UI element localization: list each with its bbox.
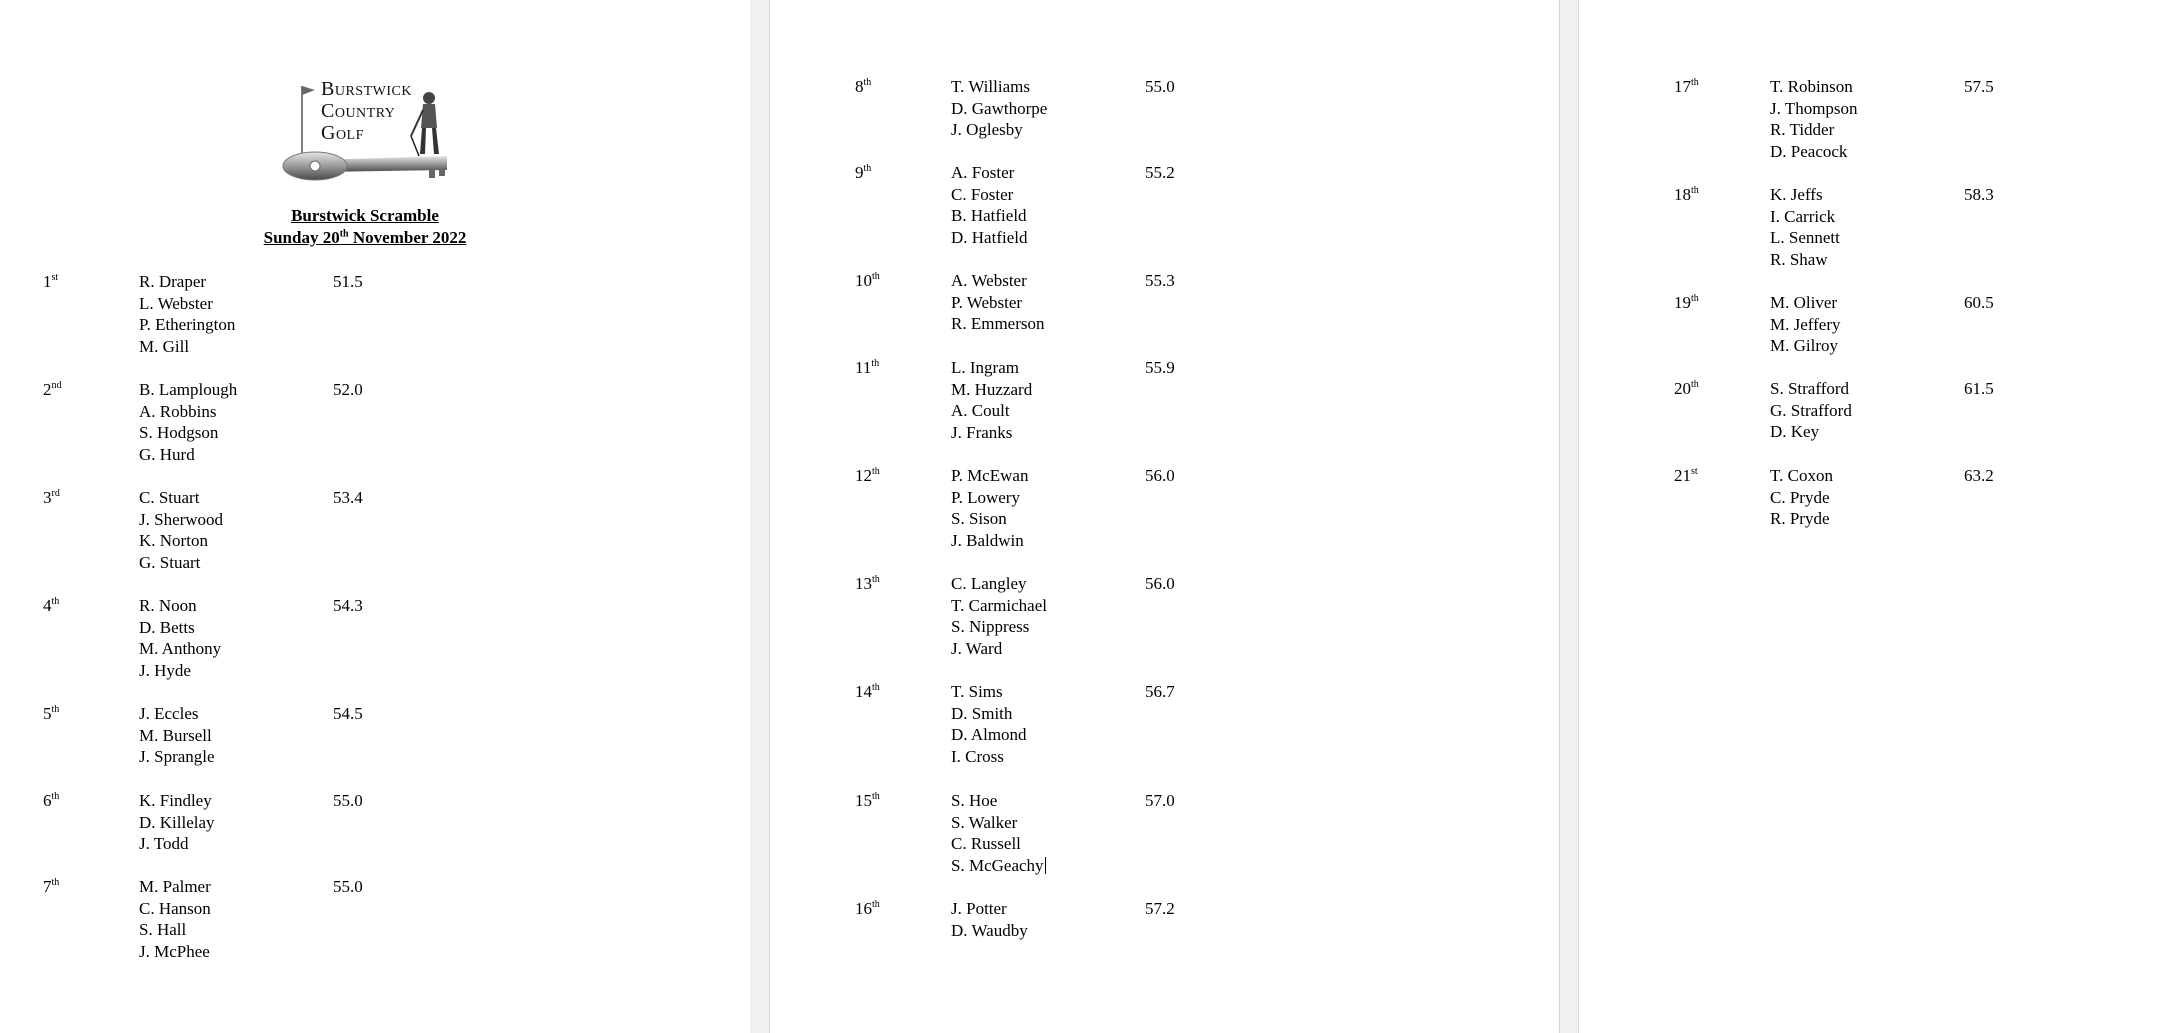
player-name: R. Draper (139, 272, 207, 291)
player-name: C. Pryde (1770, 487, 1830, 507)
player-name: J. Baldwin (951, 530, 1024, 550)
player-name: S. McGeachy (951, 855, 1044, 875)
player-name: A. Coult (951, 401, 1010, 420)
player-name: K. Findley (139, 791, 212, 810)
team-score: 61.5 (1964, 379, 1994, 398)
result-position: 9th (855, 163, 872, 182)
player-name: L. Ingram (951, 358, 1019, 377)
player-name: A. Foster (951, 163, 1015, 182)
player-name: L. Webster (139, 293, 213, 313)
player-name: S. Hoe (951, 791, 998, 810)
player-name: C. Hanson (139, 898, 211, 918)
team-score: 55.0 (1145, 77, 1175, 96)
team-names (1770, 378, 1852, 443)
result-position: 17th (1674, 77, 1699, 96)
result-position: 16th (855, 899, 880, 918)
result-position: 21st (1674, 466, 1698, 485)
team-score: 56.0 (1145, 574, 1175, 593)
player-name: P. Etherington (139, 315, 236, 334)
team-score: 60.5 (1964, 293, 1994, 312)
logo-line: Golf (321, 122, 364, 144)
team-score: 57.2 (1145, 899, 1175, 918)
player-name: S. Hall (139, 920, 187, 939)
team-names (139, 703, 215, 768)
player-name: S. Hodgson (139, 423, 219, 442)
team-names (1770, 465, 1833, 530)
player-name: T. Coxon (1770, 466, 1833, 485)
result-position: 4th (43, 596, 60, 615)
player-name: C. Langley (951, 574, 1027, 593)
player-name: J. Sherwood (139, 509, 224, 529)
team-score: 52.0 (333, 380, 363, 399)
player-name: P. Lowery (951, 487, 1020, 507)
player-name: D. Peacock (1770, 141, 1848, 161)
player-name: M. Palmer (139, 877, 211, 896)
player-name: C. Stuart (139, 488, 200, 507)
team-score: 51.5 (333, 272, 363, 291)
title-text: Burstwick Scramble (291, 206, 439, 225)
result-position: 1st (43, 272, 59, 291)
player-name: D. Waudby (951, 920, 1028, 940)
player-name: T. Carmichael (951, 595, 1047, 615)
player-name: G. Hurd (139, 444, 195, 464)
player-name: D. Almond (951, 725, 1027, 744)
player-name: A. Webster (951, 271, 1027, 290)
team-names (951, 573, 1047, 659)
player-name: J. Thompson (1770, 98, 1858, 118)
player-name: D. Key (1770, 422, 1820, 441)
result-position: 6th (43, 791, 60, 810)
team-score: 55.0 (333, 877, 363, 896)
team-names (139, 790, 215, 855)
player-name: M. Anthony (139, 639, 222, 658)
player-name: M. Gill (139, 336, 190, 356)
player-name: G. Stuart (139, 552, 201, 572)
player-name: R. Pryde (1770, 509, 1830, 528)
team-score: 63.2 (1964, 466, 1994, 485)
player-name: S. Sison (951, 509, 1007, 528)
player-name: J. McPhee (139, 941, 210, 961)
player-name: M. Oliver (1770, 293, 1838, 312)
player-name: R. Tidder (1770, 120, 1835, 139)
document-date: Sunday 20th November 2022 (263, 228, 467, 247)
team-score: 53.4 (333, 488, 363, 507)
player-name: R. Emmerson (951, 314, 1045, 333)
player-name: J. Potter (951, 899, 1007, 918)
result-position: 5th (43, 704, 60, 723)
team-names (951, 270, 1045, 335)
team-names (951, 162, 1027, 248)
player-name: B. Hatfield (951, 206, 1027, 225)
player-name: D. Hatfield (951, 227, 1028, 247)
team-score: 54.3 (333, 596, 363, 615)
team-names (951, 465, 1028, 551)
team-score: 56.0 (1145, 466, 1175, 485)
player-name: R. Shaw (1770, 249, 1828, 269)
player-name: K. Norton (139, 531, 208, 550)
team-score: 57.5 (1964, 77, 1994, 96)
player-name: P. McEwan (951, 466, 1029, 485)
player-name: M. Bursell (139, 725, 212, 745)
result-position: 8th (855, 77, 872, 96)
logo-line: Burstwick (321, 78, 412, 100)
team-score: 54.5 (333, 704, 363, 723)
document-page-1[interactable] (0, 0, 750, 1033)
player-name: J. Todd (139, 834, 189, 853)
result-position: 19th (1674, 293, 1699, 312)
player-name: J. Sprangle (139, 747, 215, 766)
player-name: J. Eccles (139, 704, 199, 723)
team-score: 55.2 (1145, 163, 1175, 182)
player-name: R. Noon (139, 596, 197, 615)
result-position: 3rd (43, 488, 60, 507)
result-position: 7th (43, 877, 60, 896)
club-logo (279, 76, 453, 184)
document-title (0, 205, 730, 227)
team-names (951, 681, 1027, 767)
player-name: L. Sennett (1770, 228, 1840, 247)
player-name: C. Foster (951, 184, 1014, 204)
player-name: T. Williams (951, 77, 1030, 96)
team-score: 55.3 (1145, 271, 1175, 290)
result-position: 18th (1674, 185, 1699, 204)
result-position: 20th (1674, 379, 1699, 398)
result-position: 15th (855, 791, 880, 810)
player-name: P. Webster (951, 292, 1023, 312)
player-name: J. Oglesby (951, 120, 1023, 139)
result-position: 14th (855, 682, 880, 701)
team-names (951, 76, 1047, 141)
team-names (1770, 76, 1858, 162)
document-page-3[interactable] (1578, 0, 2159, 1033)
player-name: D. Gawthorpe (951, 98, 1048, 118)
team-names (951, 790, 1046, 876)
document-page-2[interactable] (769, 0, 1560, 1033)
player-name: M. Huzzard (951, 379, 1033, 399)
player-name: S. Nippress (951, 617, 1030, 636)
player-name: J. Ward (951, 638, 1003, 658)
player-name: D. Smith (951, 703, 1013, 723)
logo-wordmark (321, 78, 412, 144)
team-score: 58.3 (1964, 185, 1994, 204)
player-name: I. Cross (951, 746, 1004, 766)
team-names (139, 876, 211, 962)
player-name: K. Jeffs (1770, 185, 1823, 204)
team-names (139, 379, 237, 465)
team-names (139, 271, 235, 357)
player-name: C. Russell (951, 834, 1021, 853)
player-name: A. Robbins (139, 401, 217, 421)
team-names (951, 357, 1032, 443)
result-position: 2nd (43, 380, 62, 399)
team-score: 56.7 (1145, 682, 1175, 701)
result-position: 11th (855, 358, 880, 377)
player-name: I. Carrick (1770, 206, 1836, 226)
result-position: 13th (855, 574, 880, 593)
team-score: 55.0 (333, 791, 363, 810)
result-position: 12th (855, 466, 880, 485)
team-score: 57.0 (1145, 791, 1175, 810)
player-name: T. Sims (951, 682, 1003, 701)
result-position: 10th (855, 271, 880, 290)
team-names (1770, 292, 1841, 357)
player-name: B. Lamplough (139, 380, 238, 399)
team-score: 55.9 (1145, 358, 1175, 377)
player-name: J. Franks (951, 422, 1013, 442)
player-name: M. Jeffery (1770, 314, 1841, 334)
player-name: D. Betts (139, 617, 195, 637)
team-names (951, 898, 1028, 941)
player-name: D. Killelay (139, 812, 215, 832)
player-name: G. Strafford (1770, 400, 1852, 420)
logo-line: Country (321, 100, 396, 122)
team-names (1770, 184, 1840, 270)
player-name: M. Gilroy (1770, 336, 1838, 355)
team-names (139, 487, 223, 573)
text-cursor (1045, 857, 1046, 874)
player-name: S. Walker (951, 812, 1018, 832)
team-names (139, 595, 221, 681)
player-name: S. Strafford (1770, 379, 1850, 398)
player-name: T. Robinson (1770, 77, 1853, 96)
player-name: J. Hyde (139, 660, 191, 680)
